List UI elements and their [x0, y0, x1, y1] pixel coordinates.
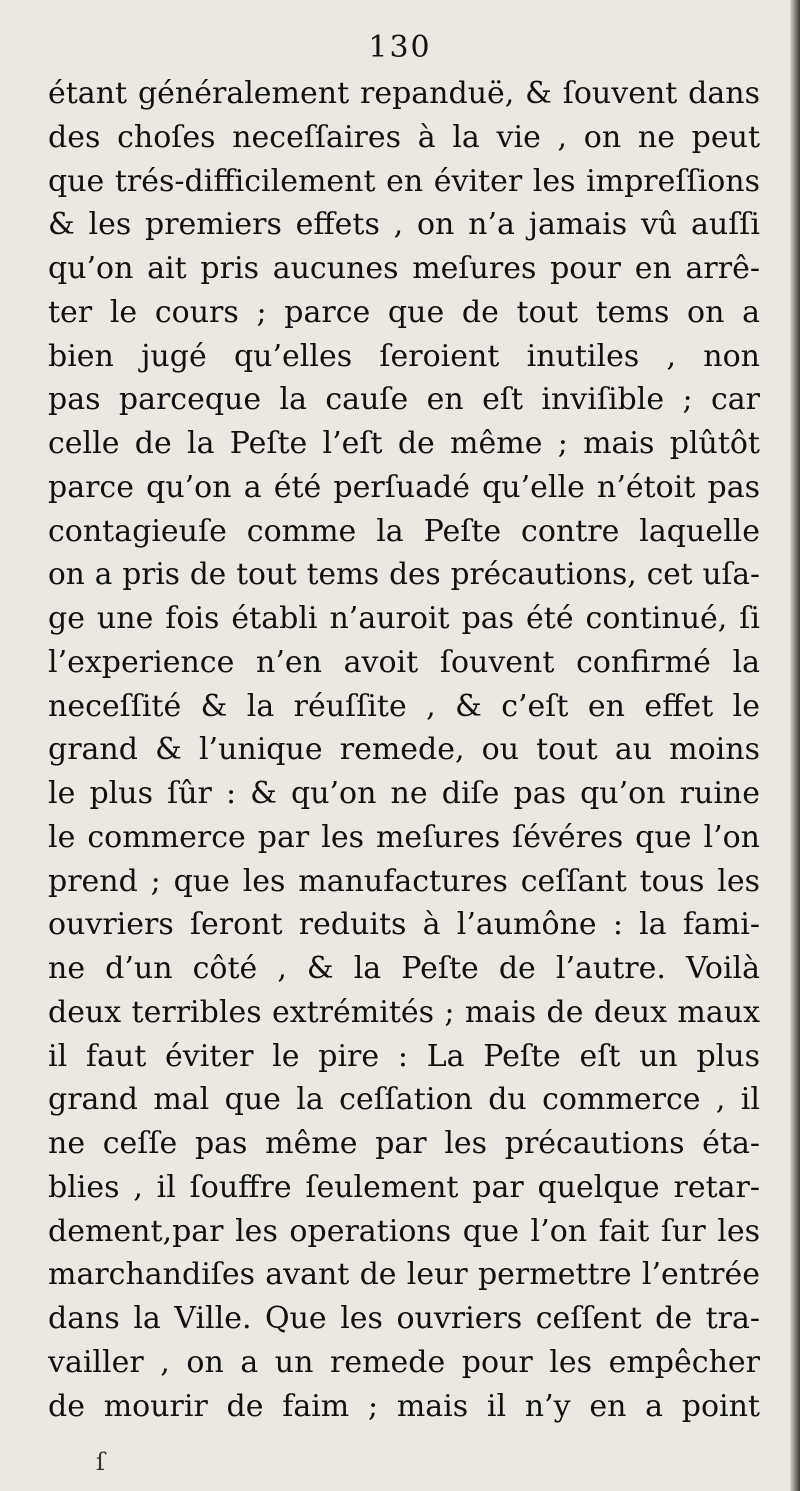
text-line: ter le cours ; parce que de tout tems on a [48, 294, 760, 330]
text-line: ne d’un côté , & la Peſte de l’autre. Voilà [48, 951, 760, 986]
text-line: qu’on ait pris aucunes meſures pour en arrê- [48, 251, 760, 286]
text-line: neceſſité & la réuſſite , & c’eſt en effet le [48, 688, 760, 724]
footer-mark: ſ [96, 1448, 105, 1476]
text-line: que trés-difficilement en éviter les impreſſions [48, 163, 760, 199]
text-line: le plus ſûr : & qu’on ne diſe pas qu’on ruine [48, 776, 760, 811]
text-line: prend ; que les manufactures ceſſant tous les [48, 863, 760, 899]
text-line: ouvriers ſeront reduits à l’aumône : la fami- [48, 907, 760, 943]
text-line: ge une fois établi n’auroit pas été continué, ſi [48, 601, 760, 636]
text-line: on a pris de tout tems des précautions, cet uſa- [48, 557, 760, 592]
text-line: dans la Ville. Que les ouvriers ceſſent de tra- [48, 1301, 760, 1336]
text-line: étant généralement repanduë, & ſouvent dans [48, 76, 760, 111]
text-line: vailler , on a un remede pour les empêcher [48, 1344, 760, 1380]
text-line: pas parceque la cauſe en eſt inviſible ; car [48, 382, 760, 418]
text-line: dement,par les operations que l’on fait ſur les [48, 1213, 760, 1249]
text-line: il faut éviter le pire : La Peſte eſt un plus [48, 1038, 760, 1074]
text-line: bien jugé qu’elles ſeroient inutiles , non [48, 338, 760, 374]
text-line: de mourir de faim ; mais il n’y en a point [48, 1388, 760, 1424]
text-line: des choſes neceſſaires à la vie , on ne peut [48, 119, 760, 155]
text-line: parce qu’on a été perſuadé qu’elle n’étoit pas [48, 469, 760, 505]
text-line: le commerce par les meſures ſévéres que l’on [48, 819, 760, 855]
page-edge-shadow [790, 0, 800, 1491]
text-line: grand & l’unique remede, ou tout au moins [48, 732, 760, 768]
text-line: celle de la Peſte l’eſt de même ; mais plûtôt [48, 426, 760, 461]
text-line: grand mal que la ceſſation du commerce , il [48, 1082, 760, 1118]
text-line: l’experience n’en avoit ſouvent confirmé la [48, 644, 760, 680]
page-number: 130 [368, 30, 432, 65]
text-line: blies , il ſouffre ſeulement par quelque retar- [48, 1169, 760, 1205]
text-line: & les premiers effets , on n’a jamais vû auſſi [48, 207, 760, 243]
text-line: marchandiſes avant de leur permettre l’entrée [48, 1257, 760, 1293]
text-line: ne ceſſe pas même par les précautions éta- [48, 1126, 760, 1161]
body-text [48, 72, 760, 1428]
text-line: deux terribles extrémités ; mais de deux maux [48, 994, 760, 1030]
text-line: contagieuſe comme la Peſte contre laquelle [48, 513, 760, 549]
